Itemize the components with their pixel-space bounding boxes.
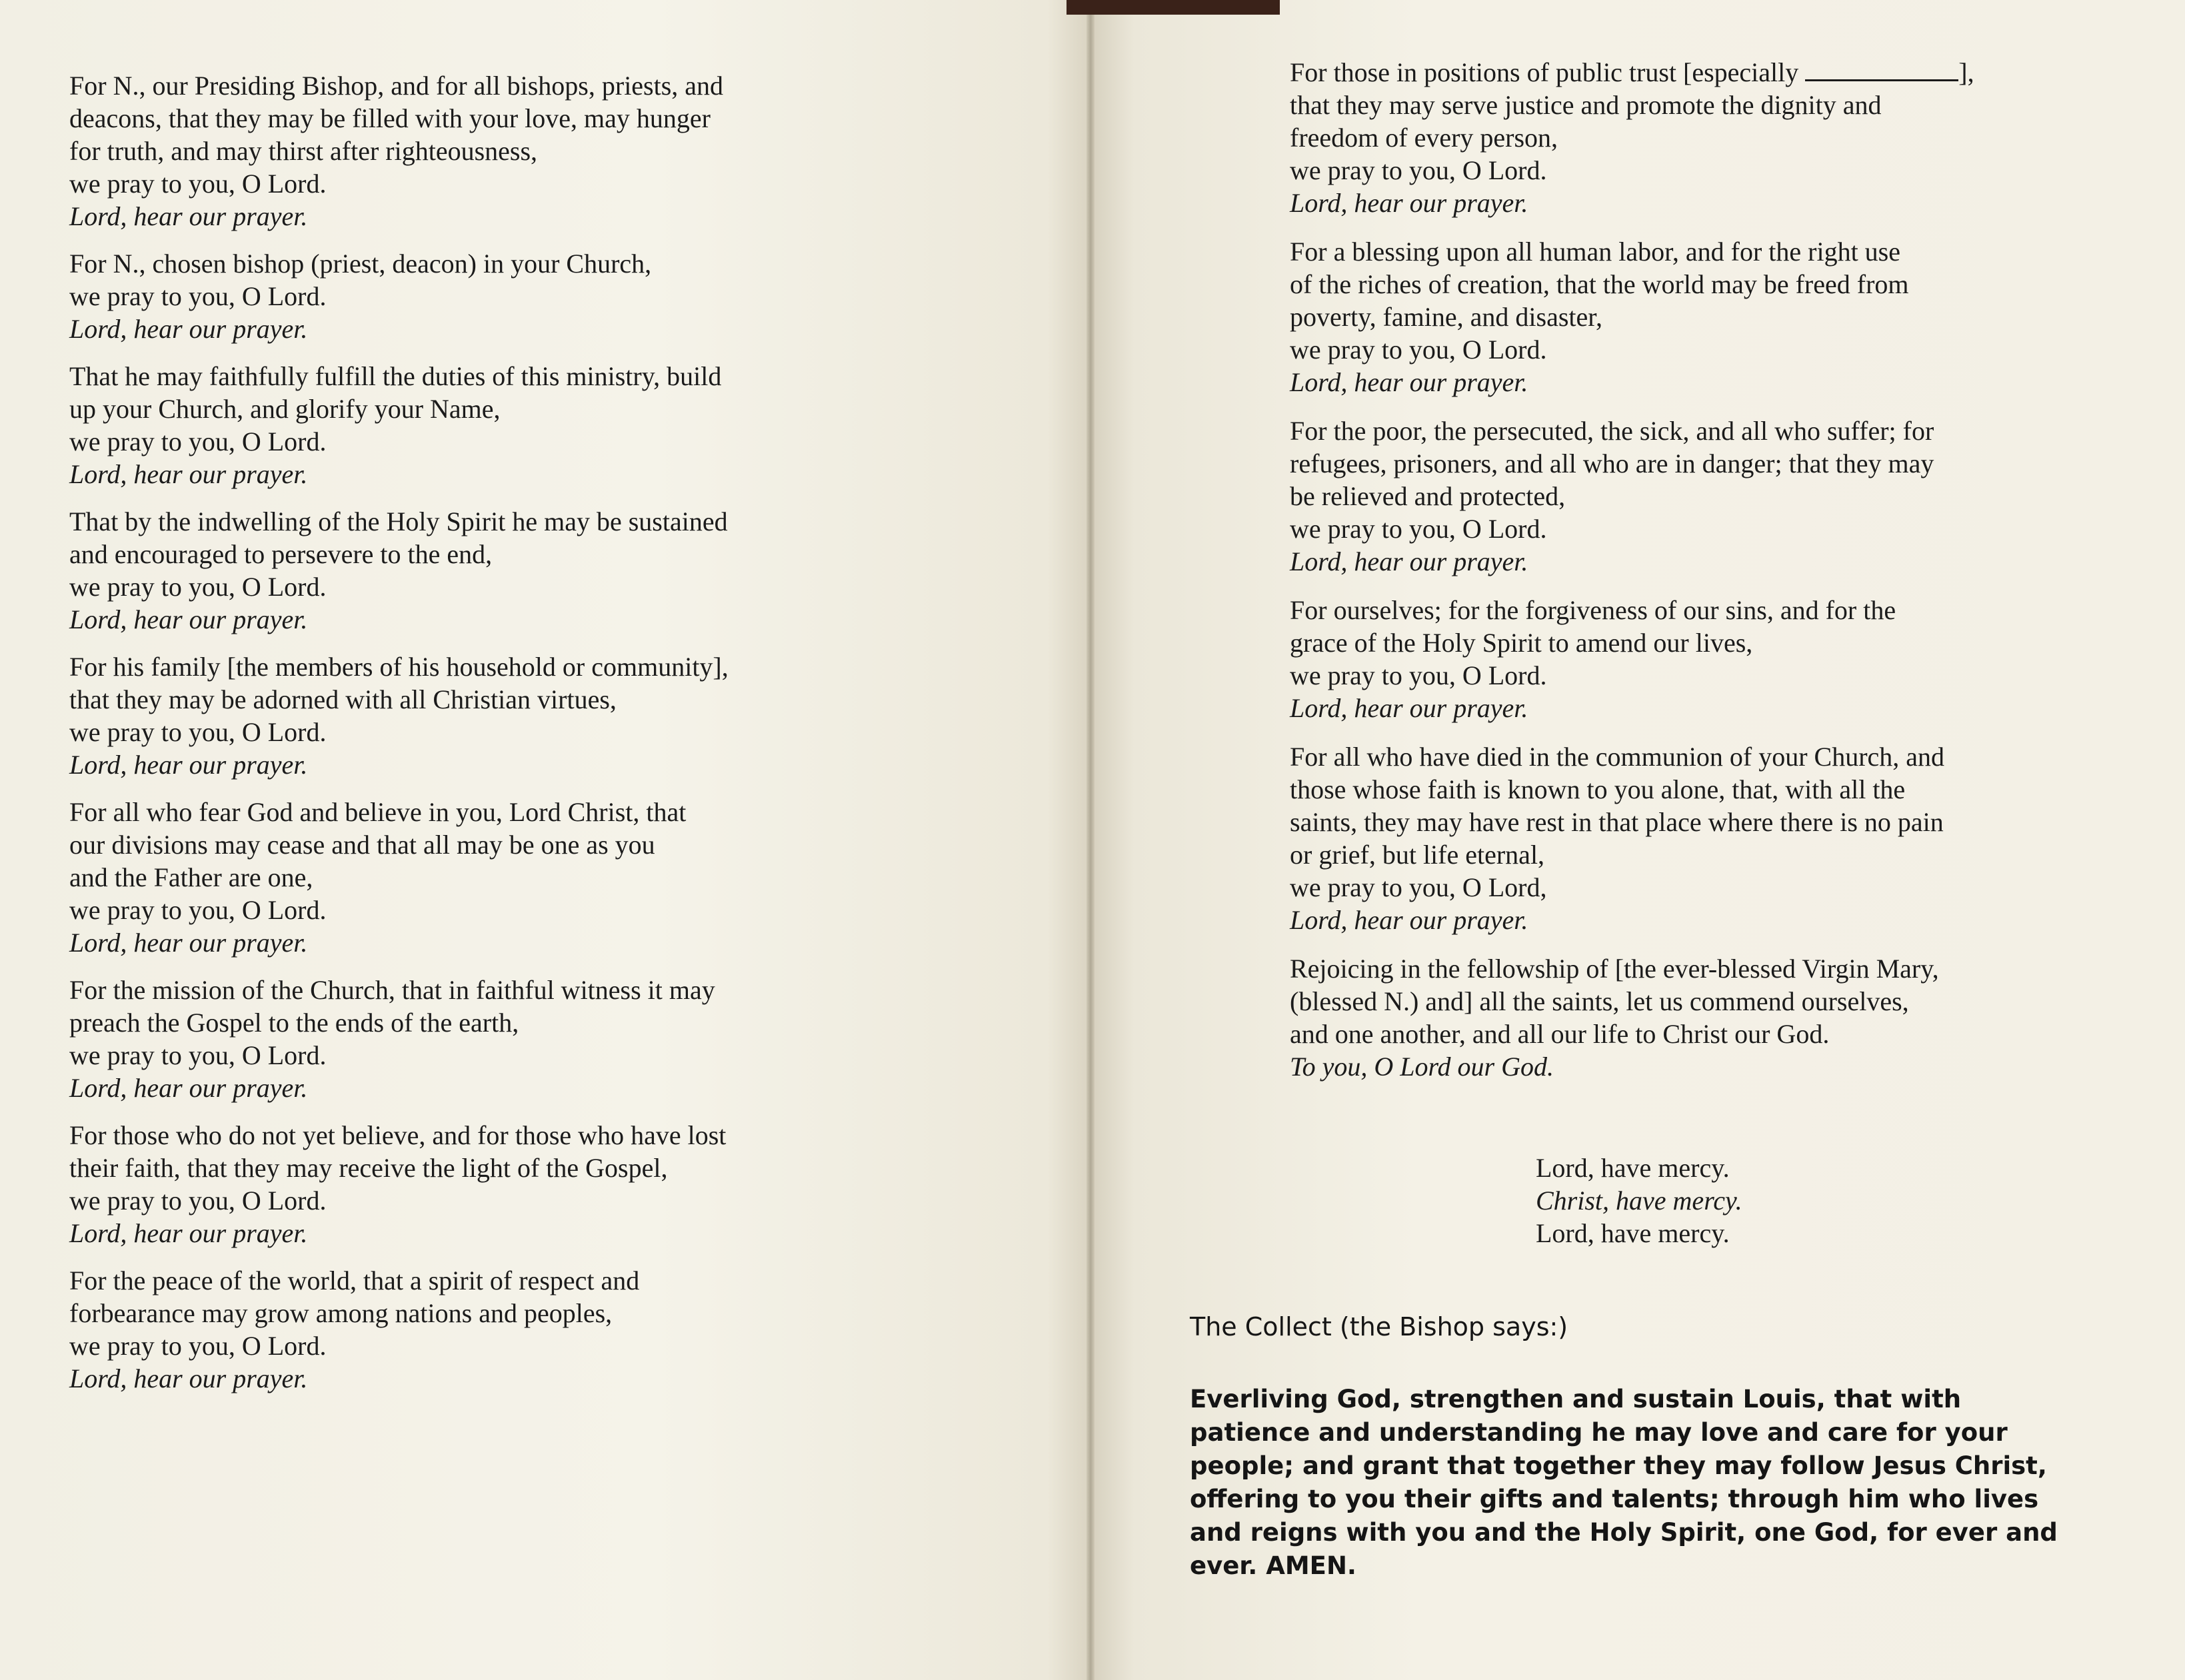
kyrie-line: Christ, have mercy. bbox=[1536, 1186, 1742, 1216]
petition-line: our divisions may cease and that all may be one as you bbox=[69, 830, 655, 860]
kyrie bbox=[1536, 1152, 1742, 1250]
petition-line: For his family [the members of his household or community], bbox=[69, 652, 729, 682]
petition-line: we pray to you, O Lord. bbox=[69, 717, 327, 747]
petition-line: we pray to you, O Lord. bbox=[1290, 155, 1547, 185]
petition-line: That he may faithfully fulfill the duties of this ministry, build bbox=[69, 361, 722, 391]
petition-line: we pray to you, O Lord. bbox=[1290, 660, 1547, 690]
petition-line: grace of the Holy Spirit to amend our lives, bbox=[1290, 628, 1753, 658]
petition-line: For the mission of the Church, that in faithful witness it may bbox=[69, 975, 715, 1005]
petition-line: we pray to you, O Lord. bbox=[69, 572, 327, 602]
petition bbox=[1290, 740, 2110, 936]
book-gutter bbox=[1087, 0, 1094, 1680]
petition bbox=[69, 505, 889, 636]
petition-line: and encouraged to persevere to the end, bbox=[69, 539, 493, 569]
petition bbox=[69, 796, 889, 959]
petition bbox=[69, 69, 889, 233]
petition-line: forbearance may grow among nations and peoples, bbox=[69, 1298, 613, 1328]
petition-line: and one another, and all our life to Christ our God. bbox=[1290, 1019, 1830, 1049]
response-line: Lord, hear our prayer. bbox=[1290, 905, 1528, 935]
petition-line: (blessed N.) and] all the saints, let us commend ourselves, bbox=[1290, 986, 1909, 1016]
collect-heading: The Collect (the Bishop says:) bbox=[1190, 1312, 1568, 1341]
petition bbox=[1290, 952, 2110, 1083]
petition-line: For N., chosen bishop (priest, deacon) in your Church, bbox=[69, 249, 652, 279]
petition-line: That by the indwelling of the Holy Spirit he may be sustained bbox=[69, 506, 728, 536]
petition-line: For ourselves; for the forgiveness of our sins, and for the bbox=[1290, 595, 1896, 625]
petition-line: we pray to you, O Lord. bbox=[69, 1040, 327, 1070]
petition-line: be relieved and protected, bbox=[1290, 481, 1566, 511]
collect-line: Everliving God, strengthen and sustain Louis, that with bbox=[1190, 1385, 1962, 1413]
petition-line: those whose faith is known to you alone, that, with all the bbox=[1290, 774, 1906, 804]
response-line: To you, O Lord our God. bbox=[1290, 1052, 1554, 1082]
response-line: Lord, hear our prayer. bbox=[69, 604, 308, 634]
petition-line: and the Father are one, bbox=[69, 862, 313, 892]
petition bbox=[69, 1119, 889, 1250]
petition-line: For all who fear God and believe in you, Lord Christ, that bbox=[69, 797, 687, 827]
collect-line: patience and understanding he may love and care for your bbox=[1190, 1418, 2008, 1447]
petition-line: we pray to you, O Lord. bbox=[69, 895, 327, 925]
response-line: Lord, hear our prayer. bbox=[1290, 546, 1528, 576]
petition-line: For the peace of the world, that a spirit of respect and bbox=[69, 1265, 640, 1295]
collect-line: and reigns with you and the Holy Spirit, one God, for ever and bbox=[1190, 1518, 2058, 1547]
petition bbox=[69, 247, 889, 345]
petition-line: for truth, and may thirst after righteousness, bbox=[69, 136, 538, 166]
response-line: Lord, hear our prayer. bbox=[69, 314, 308, 344]
petition-line: we pray to you, O Lord, bbox=[1290, 872, 1547, 902]
petition-line: we pray to you, O Lord. bbox=[69, 426, 327, 456]
petition-line: we pray to you, O Lord. bbox=[69, 281, 327, 311]
response-line: Lord, hear our prayer. bbox=[1290, 367, 1528, 397]
petition-line: we pray to you, O Lord. bbox=[69, 1186, 327, 1216]
response-line: Lord, hear our prayer. bbox=[69, 1218, 308, 1248]
petition-text: For those in positions of public trust [especially bbox=[1290, 57, 1799, 87]
petition bbox=[1290, 235, 2110, 399]
petition-line: up your Church, and glorify your Name, bbox=[69, 394, 501, 424]
petition-public-trust bbox=[1290, 56, 2110, 219]
petition bbox=[1290, 594, 2110, 724]
response-line: Lord, hear our prayer. bbox=[1290, 693, 1528, 723]
petition-line: preach the Gospel to the ends of the earth, bbox=[69, 1008, 519, 1038]
kyrie-line: Lord, have mercy. bbox=[1536, 1218, 1730, 1248]
right-prayers-column bbox=[1290, 56, 2110, 1099]
kyrie-line: Lord, have mercy. bbox=[1536, 1153, 1730, 1183]
right-petitions-list bbox=[1290, 235, 2110, 1083]
petition-line: their faith, that they may receive the light of the Gospel, bbox=[69, 1153, 668, 1183]
response-line: Lord, hear our prayer. bbox=[69, 1363, 308, 1393]
petition-line: of the riches of creation, that the world may be freed from bbox=[1290, 269, 1909, 299]
petition-text: ], bbox=[1958, 57, 1974, 87]
petition-line: refugees, prisoners, and all who are in danger; that they may bbox=[1290, 448, 1934, 478]
petition-line: saints, they may have rest in that place where there is no pain bbox=[1290, 807, 1944, 837]
response-line: Lord, hear our prayer. bbox=[69, 459, 308, 489]
petition-line: that they may be adorned with all Christian virtues, bbox=[69, 684, 617, 714]
petition-line: poverty, famine, and disaster, bbox=[1290, 302, 1602, 332]
petition-line: freedom of every person, bbox=[1290, 123, 1558, 153]
petition-line: we pray to you, O Lord. bbox=[69, 169, 327, 199]
petition-line: For a blessing upon all human labor, and for the right use bbox=[1290, 237, 1900, 267]
collect-body bbox=[1190, 1383, 2130, 1583]
blank-fill-line bbox=[1805, 59, 1958, 81]
petition bbox=[69, 650, 889, 781]
collect-line: ever. AMEN. bbox=[1190, 1551, 1356, 1580]
petition-line: we pray to you, O Lord. bbox=[1290, 335, 1547, 365]
petition-line: or grief, but life eternal, bbox=[1290, 840, 1545, 870]
petition bbox=[1290, 415, 2110, 578]
collect-line: people; and grant that together they may follow Jesus Christ, bbox=[1190, 1451, 2047, 1480]
petition-line: For those who do not yet believe, and for those who have lost bbox=[69, 1120, 727, 1150]
petition-line: we pray to you, O Lord. bbox=[1290, 514, 1547, 544]
petition-line: that they may serve justice and promote the dignity and bbox=[1290, 90, 1882, 120]
page-edge-shadow bbox=[1067, 0, 1280, 15]
response-line: Lord, hear our prayer. bbox=[69, 750, 308, 780]
petition-line: For the poor, the persecuted, the sick, and all who suffer; for bbox=[1290, 416, 1934, 446]
petition-line bbox=[1290, 56, 2110, 89]
petition-line: For all who have died in the communion of your Church, and bbox=[1290, 742, 1945, 772]
response-line: Lord, hear our prayer. bbox=[1290, 188, 1528, 218]
response-line: Lord, hear our prayer. bbox=[69, 928, 308, 958]
response-line: Lord, hear our prayer. bbox=[69, 201, 308, 231]
collect-line: offering to you their gifts and talents; through him who lives bbox=[1190, 1485, 2039, 1513]
left-prayers-column bbox=[69, 69, 889, 1409]
petition bbox=[69, 360, 889, 490]
petition-line: deacons, that they may be filled with your love, may hunger bbox=[69, 103, 711, 133]
response-line: Lord, hear our prayer. bbox=[69, 1073, 308, 1103]
petition-line: For N., our Presiding Bishop, and for all bishops, priests, and bbox=[69, 71, 724, 101]
petition bbox=[69, 974, 889, 1104]
petition bbox=[69, 1264, 889, 1395]
petition-line: Rejoicing in the fellowship of [the ever-blessed Virgin Mary, bbox=[1290, 954, 1939, 984]
petition-line: we pray to you, O Lord. bbox=[69, 1331, 327, 1361]
